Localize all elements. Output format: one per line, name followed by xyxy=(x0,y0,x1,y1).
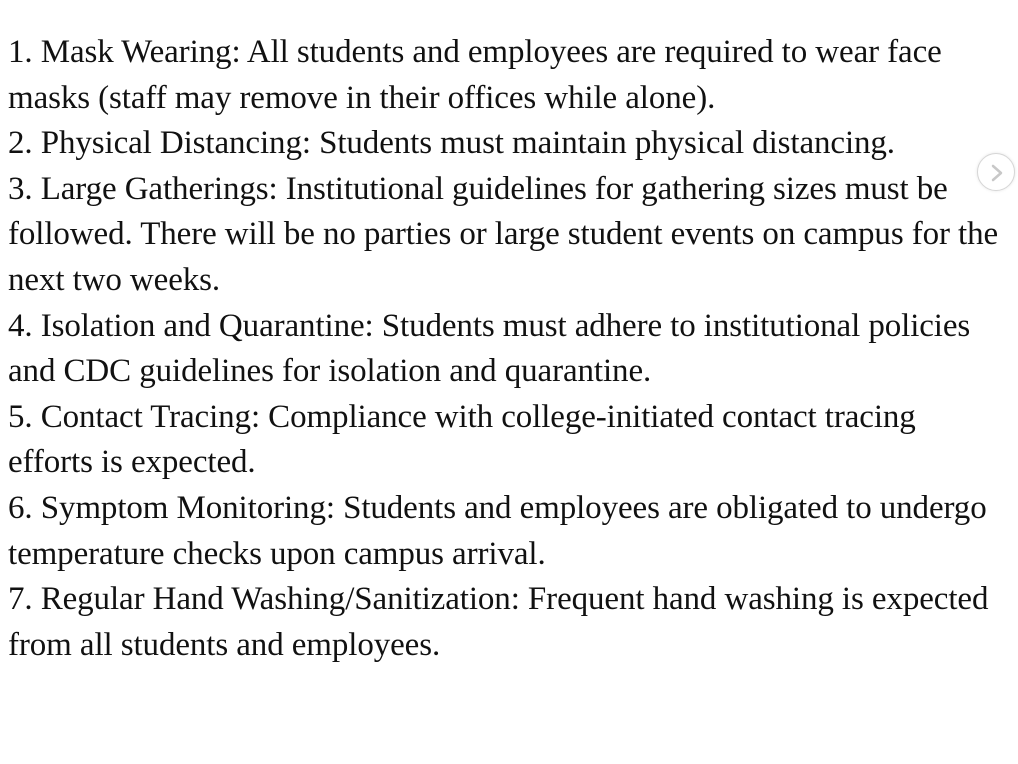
guideline-item: 5. Contact Tracing: Compliance with college-initiated contact tracing efforts is expected. xyxy=(8,398,916,481)
guideline-item: 2. Physical Distancing: Students must maintain physical distancing. xyxy=(8,125,895,162)
guideline-item: 4. Isolation and Quarantine: Students must adhere to institutional policies and CDC guidelines for isolation and quarantine. xyxy=(8,307,971,390)
guidelines-list xyxy=(8,30,1008,668)
chevron-right-icon xyxy=(990,164,1004,182)
guideline-item: 1. Mask Wearing: All students and employees are required to wear face masks (staff may remove in their offices while alone). xyxy=(8,34,942,116)
guideline-item: 6. Symptom Monitoring: Students and employees are obligated to undergo temperature checks upon campus arrival. xyxy=(8,489,987,572)
carousel-next-button[interactable] xyxy=(977,153,1015,191)
guideline-item: 3. Large Gatherings: Institutional guidelines for gathering sizes must be followed. There will be no parties or large student events on campus for the next two weeks. xyxy=(8,170,999,298)
guideline-item: 7. Regular Hand Washing/Sanitization: Frequent hand washing is expected from all students and employees. xyxy=(8,581,989,663)
